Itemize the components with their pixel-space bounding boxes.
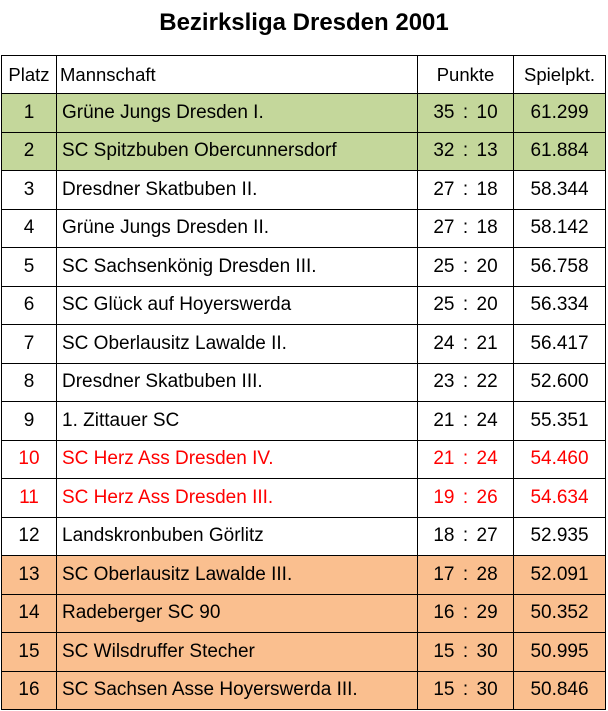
points-plus: 15 bbox=[433, 679, 455, 701]
points-plus: 19 bbox=[433, 486, 455, 508]
rank-cell: 1 bbox=[2, 94, 57, 133]
spielpunkte-cell: 54.460 bbox=[514, 440, 606, 479]
points-separator: : bbox=[462, 101, 469, 123]
table-row bbox=[2, 671, 606, 710]
points-plus: 32 bbox=[433, 140, 455, 162]
rank-cell: 15 bbox=[2, 633, 57, 672]
table-row bbox=[2, 325, 606, 364]
points-minus: 10 bbox=[476, 101, 498, 123]
rank-cell: 7 bbox=[2, 325, 57, 364]
points-cell bbox=[418, 556, 514, 595]
spielpunkte-cell: 52.600 bbox=[514, 363, 606, 402]
points-separator: : bbox=[462, 178, 469, 200]
points-cell bbox=[418, 248, 514, 287]
rank-cell: 2 bbox=[2, 132, 57, 171]
header-punkte: Punkte bbox=[418, 56, 514, 94]
points-separator: : bbox=[462, 140, 469, 162]
rank-cell: 5 bbox=[2, 248, 57, 287]
points-separator: : bbox=[462, 255, 469, 277]
points-cell bbox=[418, 286, 514, 325]
spielpunkte-cell: 52.091 bbox=[514, 556, 606, 595]
spielpunkte-cell: 61.299 bbox=[514, 94, 606, 133]
table-row bbox=[2, 286, 606, 325]
table-row bbox=[2, 94, 606, 133]
points-separator: : bbox=[462, 217, 469, 239]
rank-cell: 9 bbox=[2, 402, 57, 441]
points-plus: 18 bbox=[433, 525, 455, 547]
points-cell bbox=[418, 517, 514, 556]
points-plus: 21 bbox=[433, 409, 455, 431]
team-cell: SC Herz Ass Dresden IV. bbox=[57, 440, 418, 479]
points-separator: : bbox=[462, 640, 469, 662]
rank-cell: 4 bbox=[2, 209, 57, 248]
team-cell: SC Glück auf Hoyerswerda bbox=[57, 286, 418, 325]
points-cell bbox=[418, 209, 514, 248]
points-plus: 21 bbox=[433, 448, 455, 470]
header-spielpunkte: Spielpkt. bbox=[514, 56, 606, 94]
rank-cell: 3 bbox=[2, 171, 57, 210]
points-separator: : bbox=[462, 448, 469, 470]
points-cell bbox=[418, 440, 514, 479]
points-separator: : bbox=[462, 409, 469, 431]
points-minus: 21 bbox=[476, 332, 498, 354]
rank-cell: 13 bbox=[2, 556, 57, 595]
points-plus: 16 bbox=[433, 602, 455, 624]
table-header-row bbox=[2, 56, 606, 94]
points-separator: : bbox=[462, 486, 469, 508]
spielpunkte-cell: 52.935 bbox=[514, 517, 606, 556]
points-separator: : bbox=[462, 294, 469, 316]
rank-cell: 16 bbox=[2, 671, 57, 710]
standings-body bbox=[2, 94, 606, 710]
points-separator: : bbox=[462, 525, 469, 547]
team-cell: Landskronbuben Görlitz bbox=[57, 517, 418, 556]
rank-cell: 10 bbox=[2, 440, 57, 479]
team-cell: SC Oberlausitz Lawalde II. bbox=[57, 325, 418, 364]
team-cell: Dresdner Skatbuben III. bbox=[57, 363, 418, 402]
table-row bbox=[2, 594, 606, 633]
spielpunkte-cell: 55.351 bbox=[514, 402, 606, 441]
team-cell: Radeberger SC 90 bbox=[57, 594, 418, 633]
page-title: Bezirksliga Dresden 2001 bbox=[159, 9, 449, 36]
points-plus: 35 bbox=[433, 101, 455, 123]
spielpunkte-cell: 61.884 bbox=[514, 132, 606, 171]
spielpunkte-cell: 56.334 bbox=[514, 286, 606, 325]
table-row bbox=[2, 171, 606, 210]
table-row bbox=[2, 556, 606, 595]
points-minus: 28 bbox=[476, 563, 498, 585]
points-separator: : bbox=[462, 679, 469, 701]
standings-table bbox=[1, 55, 606, 710]
points-cell bbox=[418, 363, 514, 402]
points-minus: 13 bbox=[476, 140, 498, 162]
table-row bbox=[2, 440, 606, 479]
points-separator: : bbox=[462, 563, 469, 585]
points-minus: 18 bbox=[476, 217, 498, 239]
points-minus: 18 bbox=[476, 178, 498, 200]
points-cell bbox=[418, 94, 514, 133]
points-minus: 26 bbox=[476, 486, 498, 508]
points-plus: 24 bbox=[433, 332, 455, 354]
points-minus: 20 bbox=[476, 255, 498, 277]
points-minus: 24 bbox=[476, 448, 498, 470]
team-cell: SC Sachsen Asse Hoyerswerda III. bbox=[57, 671, 418, 710]
rank-cell: 6 bbox=[2, 286, 57, 325]
points-minus: 29 bbox=[476, 602, 498, 624]
points-cell bbox=[418, 594, 514, 633]
table-row bbox=[2, 248, 606, 287]
points-minus: 27 bbox=[476, 525, 498, 547]
points-cell bbox=[418, 402, 514, 441]
points-minus: 30 bbox=[476, 679, 498, 701]
team-cell: Grüne Jungs Dresden II. bbox=[57, 209, 418, 248]
rank-cell: 8 bbox=[2, 363, 57, 402]
points-plus: 17 bbox=[433, 563, 455, 585]
spielpunkte-cell: 50.995 bbox=[514, 633, 606, 672]
spielpunkte-cell: 58.344 bbox=[514, 171, 606, 210]
points-plus: 25 bbox=[433, 294, 455, 316]
team-cell: SC Herz Ass Dresden III. bbox=[57, 479, 418, 518]
points-minus: 20 bbox=[476, 294, 498, 316]
spielpunkte-cell: 58.142 bbox=[514, 209, 606, 248]
rank-cell: 14 bbox=[2, 594, 57, 633]
points-separator: : bbox=[462, 371, 469, 393]
team-cell: Dresdner Skatbuben II. bbox=[57, 171, 418, 210]
points-plus: 15 bbox=[433, 640, 455, 662]
spielpunkte-cell: 56.417 bbox=[514, 325, 606, 364]
points-cell bbox=[418, 633, 514, 672]
points-minus: 22 bbox=[476, 371, 498, 393]
rank-cell: 11 bbox=[2, 479, 57, 518]
spielpunkte-cell: 50.846 bbox=[514, 671, 606, 710]
points-cell bbox=[418, 171, 514, 210]
team-cell: Grüne Jungs Dresden I. bbox=[57, 94, 418, 133]
team-cell: SC Sachsenkönig Dresden III. bbox=[57, 248, 418, 287]
team-cell: SC Oberlausitz Lawalde III. bbox=[57, 556, 418, 595]
table-row bbox=[2, 402, 606, 441]
spielpunkte-cell: 56.758 bbox=[514, 248, 606, 287]
team-cell: SC Wilsdruffer Stecher bbox=[57, 633, 418, 672]
points-cell bbox=[418, 132, 514, 171]
table-row bbox=[2, 517, 606, 556]
header-platz: Platz bbox=[2, 56, 57, 94]
team-cell: SC Spitzbuben Obercunnersdorf bbox=[57, 132, 418, 171]
points-cell bbox=[418, 325, 514, 364]
rank-cell: 12 bbox=[2, 517, 57, 556]
points-plus: 27 bbox=[433, 217, 455, 239]
team-cell: 1. Zittauer SC bbox=[57, 402, 418, 441]
table-row bbox=[2, 363, 606, 402]
points-plus: 25 bbox=[433, 255, 455, 277]
table-row bbox=[2, 633, 606, 672]
points-cell bbox=[418, 671, 514, 710]
points-plus: 27 bbox=[433, 178, 455, 200]
spielpunkte-cell: 50.352 bbox=[514, 594, 606, 633]
points-plus: 23 bbox=[433, 371, 455, 393]
table-row bbox=[2, 209, 606, 248]
spielpunkte-cell: 54.634 bbox=[514, 479, 606, 518]
points-minus: 30 bbox=[476, 640, 498, 662]
points-cell bbox=[418, 479, 514, 518]
header-team: Mannschaft bbox=[57, 56, 418, 94]
points-separator: : bbox=[462, 602, 469, 624]
table-row bbox=[2, 132, 606, 171]
points-minus: 24 bbox=[476, 409, 498, 431]
points-separator: : bbox=[462, 332, 469, 354]
table-row bbox=[2, 479, 606, 518]
